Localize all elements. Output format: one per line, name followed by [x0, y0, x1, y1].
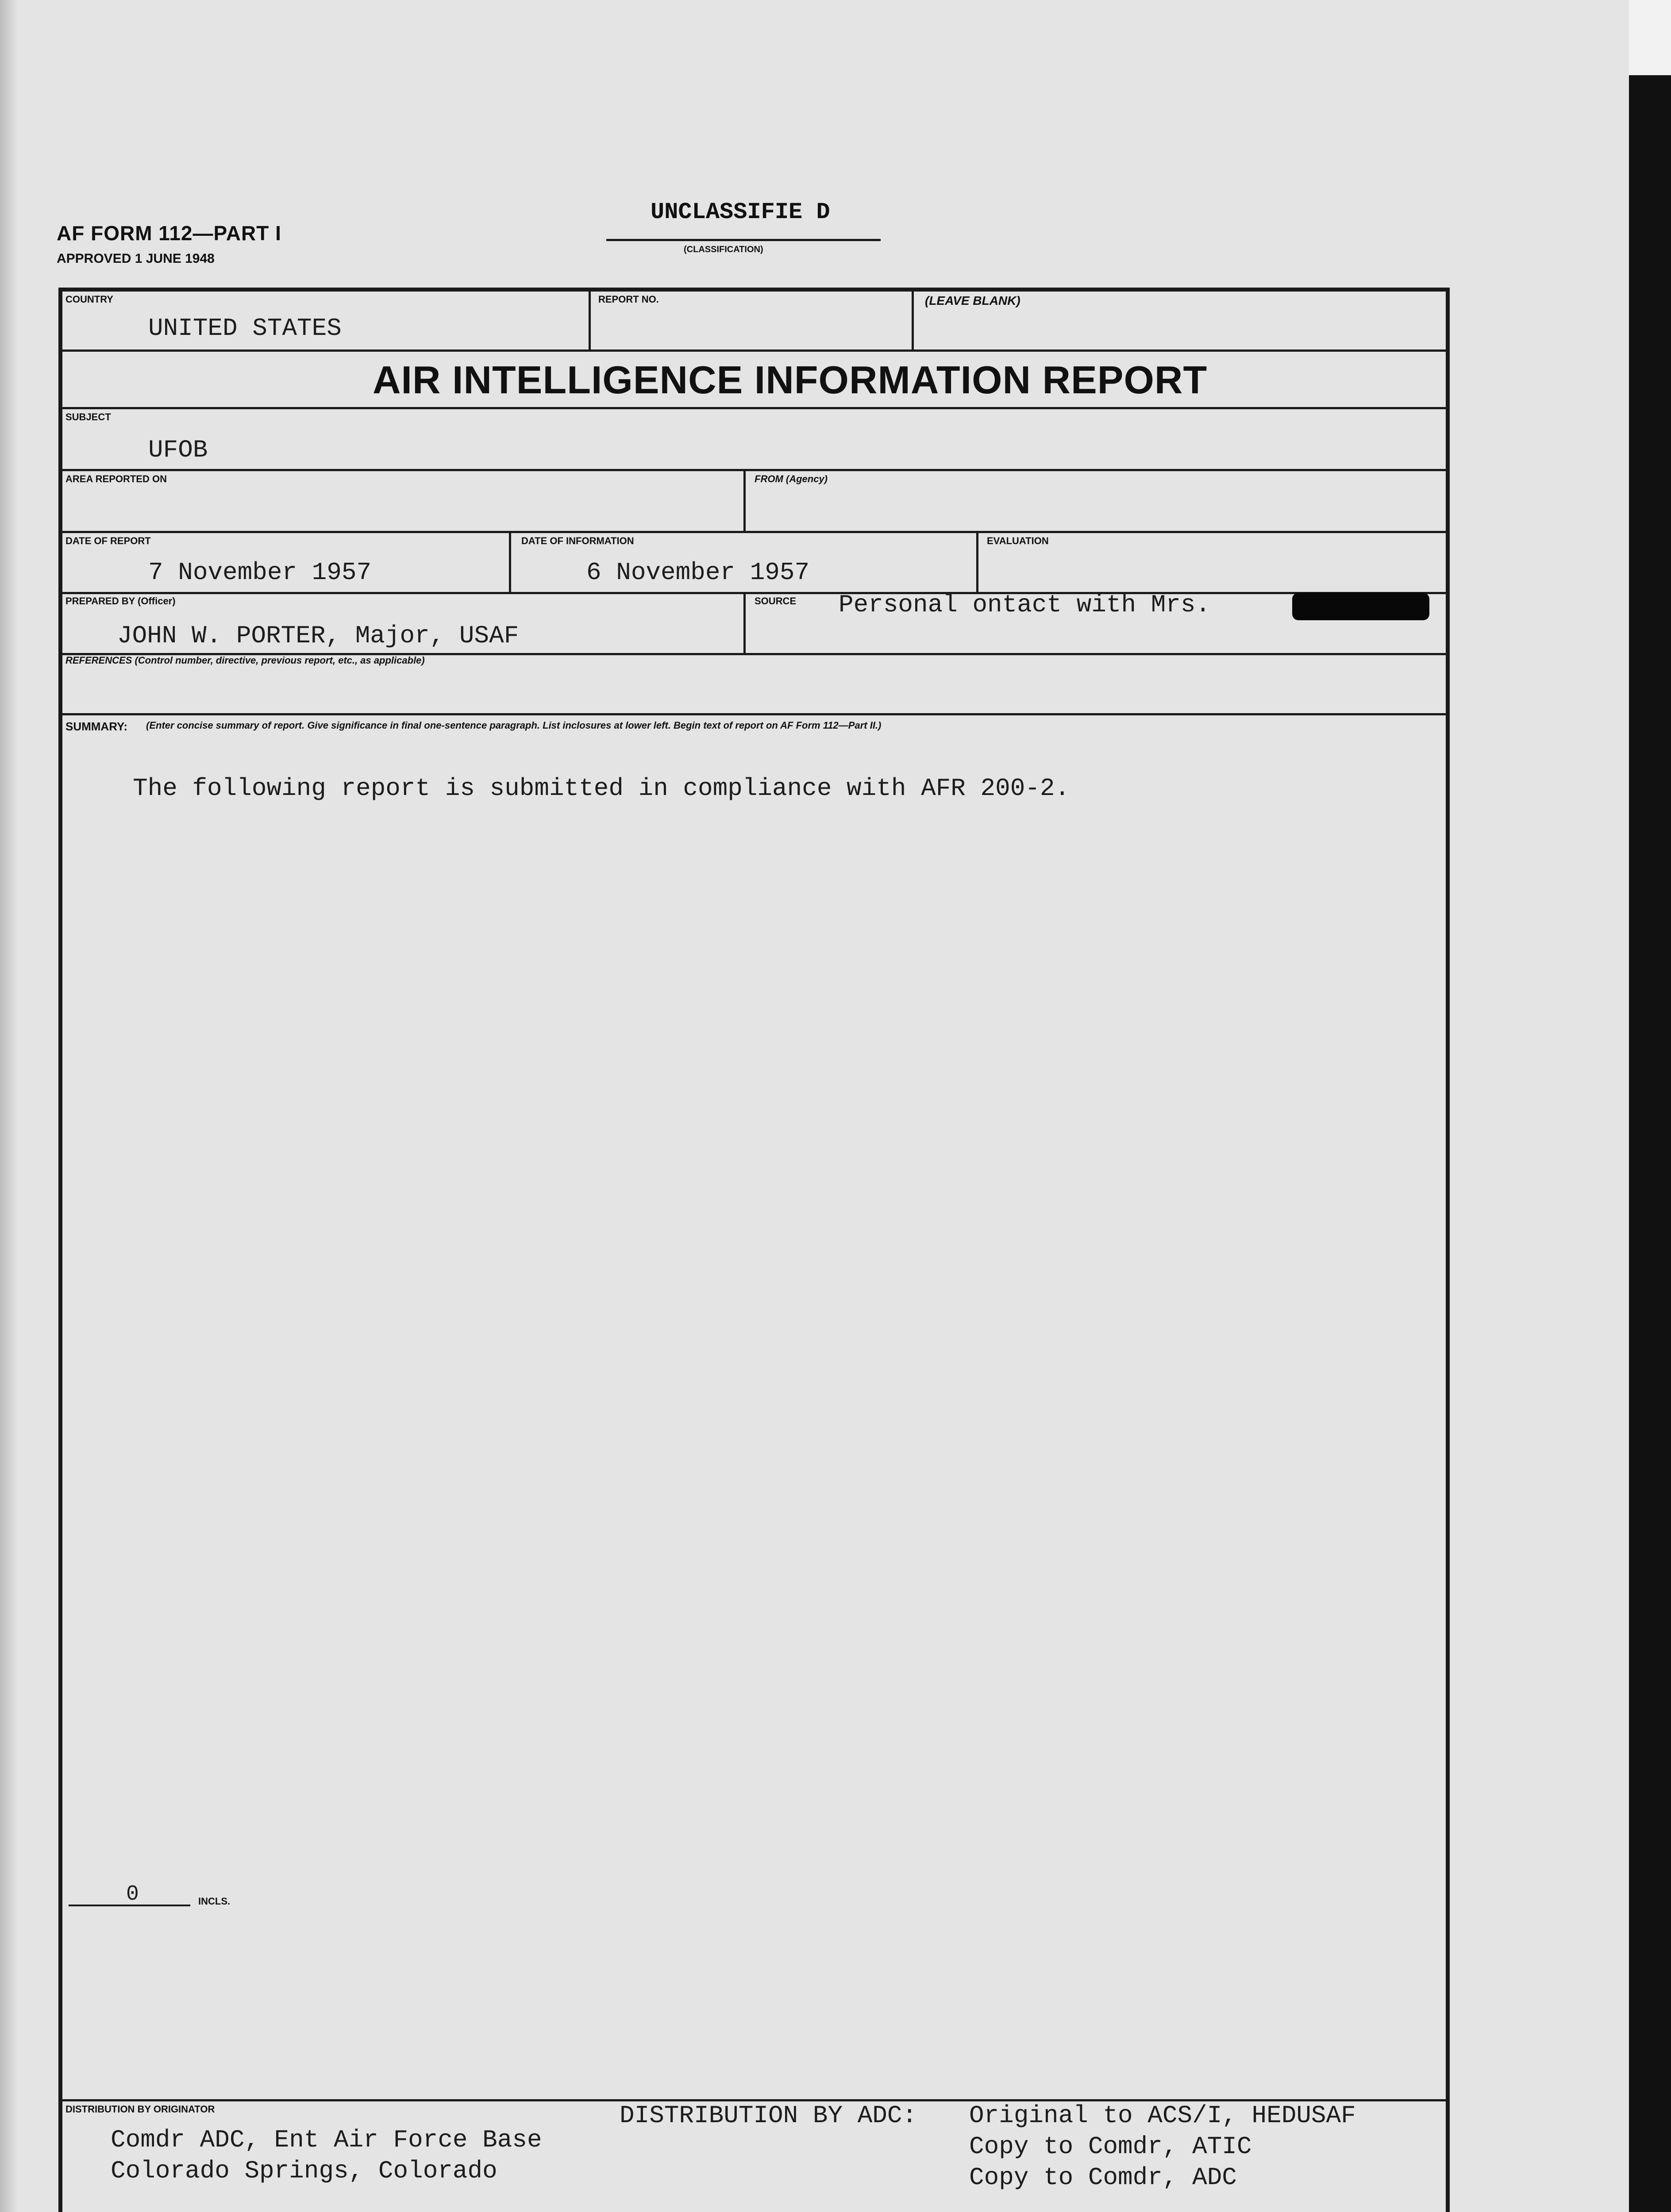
area-reported-label: AREA REPORTED ON — [65, 473, 167, 484]
distribution-adc-label: DISTRIBUTION BY ADC: — [620, 2101, 917, 2130]
classification-top-label: (CLASSIFICATION) — [684, 245, 763, 254]
scan-shadow-left — [0, 0, 18, 2212]
country-label: COUNTRY — [65, 294, 113, 305]
distribution-adc-line-3: Copy to Comdr, ADC — [969, 2163, 1237, 2192]
subject-label: SUBJECT — [65, 411, 111, 422]
date-of-information-value: 6 November 1957 — [586, 558, 810, 587]
prepared-by-label: PREPARED BY (Officer) — [65, 595, 176, 607]
source-label: SOURCE — [755, 595, 797, 607]
subject-value: UFOB — [148, 436, 208, 464]
evaluation-label: EVALUATION — [987, 535, 1049, 546]
source-value: Personal ontact with Mrs. — [839, 591, 1211, 619]
distribution-originator-line-2: Colorado Springs, Colorado — [111, 2157, 497, 2185]
scan-dark-border-right — [1629, 0, 1671, 2212]
form-approved-date: APPROVED 1 JUNE 1948 — [57, 251, 215, 266]
country-value: UNITED STATES — [148, 314, 342, 342]
date-of-report-label: DATE OF REPORT — [65, 535, 151, 546]
form-number: AF FORM 112—PART I — [57, 222, 281, 245]
references-label: REFERENCES (Control number, directive, previous report, etc., as applicable) — [65, 655, 425, 666]
date-of-information-label: DATE OF INFORMATION — [521, 535, 634, 546]
summary-label: SUMMARY: — [65, 720, 128, 733]
redaction-blackout — [1292, 593, 1429, 620]
scan-light-corner — [1629, 0, 1671, 75]
inclosures-count: 0 — [126, 1882, 139, 1906]
report-title: AIR INTELLIGENCE INFORMATION REPORT — [373, 358, 1208, 402]
date-of-report-value: 7 November 1957 — [148, 558, 372, 587]
distribution-adc-line-1: Original to ACS/I, HEDUSAF — [969, 2101, 1356, 2130]
report-no-label: REPORT NO. — [598, 294, 659, 305]
classification-top-rule — [606, 239, 881, 241]
from-agency-label: FROM (Agency) — [755, 473, 828, 484]
classification-top: UNCLASSIFIE D — [651, 199, 830, 225]
distribution-originator-label: DISTRIBUTION BY ORIGINATOR — [65, 2104, 215, 2115]
inclosures-label: INCLS. — [198, 1896, 231, 1907]
distribution-adc-line-2: Copy to Comdr, ATIC — [969, 2132, 1252, 2161]
distribution-originator-line-1: Comdr ADC, Ent Air Force Base — [111, 2126, 542, 2154]
summary-text: The following report is submitted in compliance with AFR 200-2. — [133, 774, 1070, 803]
prepared-by-value: JOHN W. PORTER, Major, USAF — [117, 622, 519, 650]
summary-instructions: (Enter concise summary of report. Give significance in final one-sentence paragraph. List inclosures at lower left. Begin text of report on AF Form 112—Part II.) — [146, 720, 882, 731]
leave-blank-label: (LEAVE BLANK) — [925, 294, 1020, 307]
